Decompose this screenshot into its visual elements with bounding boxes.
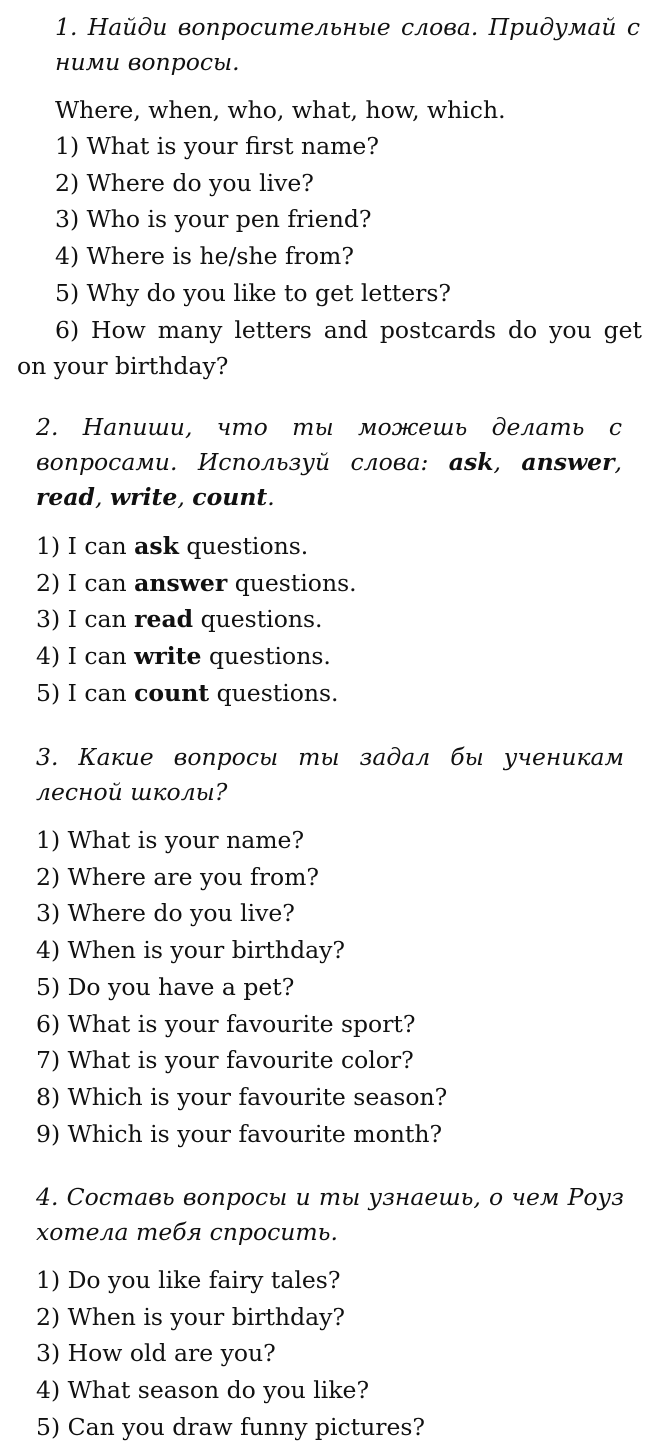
answer-item: 6) How many letters and postcards do you get on your birthday? <box>17 315 642 381</box>
answer-item: 8) Which is your favourite season? <box>36 1082 448 1111</box>
task-1 <box>0 10 662 385</box>
answer-item: 6) What is your favourite sport? <box>36 1009 416 1038</box>
answer-item: 3) Where do you live? <box>36 899 295 928</box>
answer-item: 1) What is your name? <box>36 826 305 854</box>
answer-item: 5) Can you draw funny pictures? <box>36 1412 426 1441</box>
answer-item: 2) I can answer questions. <box>36 568 357 597</box>
task-4 <box>0 1180 662 1446</box>
keyword: count <box>192 483 268 511</box>
answer-item: 3) How old are you? <box>36 1339 276 1368</box>
answer-item: 7) What is your favourite color? <box>36 1046 414 1075</box>
keyword: write <box>109 483 178 511</box>
answer-item: 4) When is your birthday? <box>36 936 345 965</box>
answer-item: 5) I can count questions. <box>36 678 339 707</box>
keyword: ask <box>134 532 179 560</box>
keyword: read <box>36 483 95 511</box>
answer-item: 2) When is your birthday? <box>36 1302 345 1331</box>
keyword: read <box>134 605 194 634</box>
answer-list <box>0 128 662 385</box>
answer-item: 5) Why do you like to get letters? <box>55 278 452 307</box>
answer-item: 3) Who is your pen friend? <box>55 205 372 234</box>
answer-item: 2) Where do you live? <box>55 168 314 197</box>
task-2 <box>0 410 662 712</box>
answer-list <box>0 1262 662 1446</box>
keyword: ask <box>448 448 494 476</box>
task-heading: 2. Напиши, что ты можешь делать с вопросами. Используй слова: ask, answer, read, write, count. <box>36 413 622 511</box>
keyword: count <box>134 678 210 707</box>
task-heading: 4. Составь вопросы и ты узнаешь, о чем Роуз хотела тебя спросить. <box>36 1183 624 1246</box>
keyword: answer <box>521 448 615 476</box>
task-heading: 3. Какие вопросы ты задал бы ученикам лесной школы? <box>36 743 624 806</box>
answer-item: 1) Do you like fairy tales? <box>36 1266 341 1294</box>
answer-item: 1) What is your first name? <box>55 132 379 160</box>
answer-item: 9) Which is your favourite month? <box>36 1119 443 1148</box>
task-heading: 1. Найди вопросительные слова. Придумай с ними вопросы. <box>55 13 640 76</box>
answer-item: 1) I can ask questions. <box>36 532 309 560</box>
answer-item: 2) Where are you from? <box>36 862 320 891</box>
answer-item: 4) Where is he/she from? <box>55 242 354 271</box>
answer-item: 4) What season do you like? <box>36 1376 370 1405</box>
keyword: write <box>134 642 202 671</box>
answer-item: 4) I can write questions. <box>36 642 331 671</box>
task-3 <box>0 740 662 1152</box>
question-words: Where, when, who, what, how, which. <box>55 96 506 124</box>
keyword: answer <box>134 568 228 597</box>
answer-item: 3) I can read questions. <box>36 605 323 634</box>
answer-list <box>0 822 662 1152</box>
answer-item: 5) Do you have a pet? <box>36 972 295 1001</box>
answer-list <box>0 528 662 712</box>
